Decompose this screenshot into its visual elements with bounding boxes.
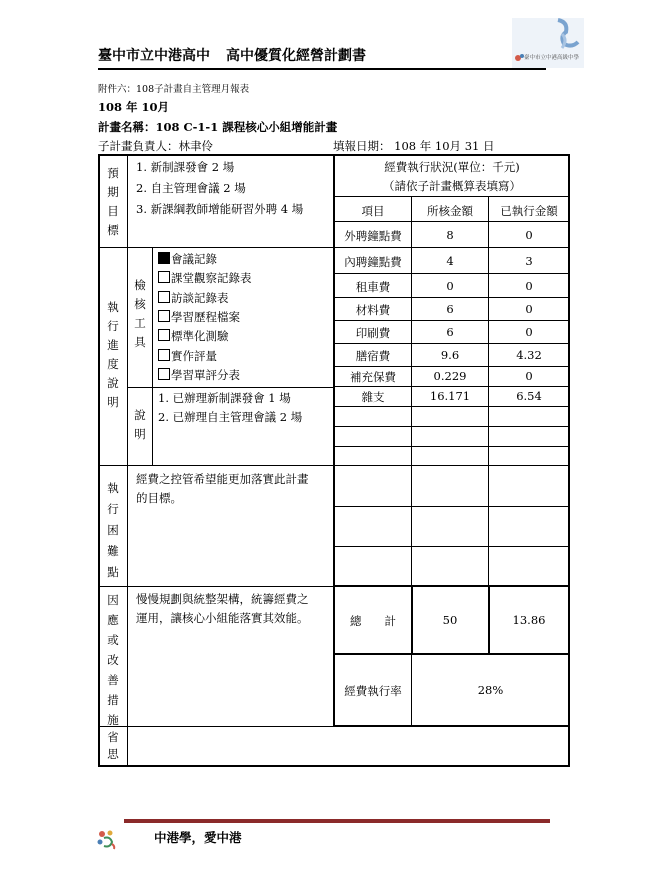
checklist-item[interactable]: 會議記錄 <box>158 251 217 267</box>
budget-row-line <box>335 426 569 427</box>
budget-col-item: 項目 <box>361 204 385 218</box>
budget-header-line <box>335 196 569 197</box>
reflection-label: 省 思 <box>107 730 119 761</box>
school-logo-icon <box>510 14 586 70</box>
budget-row-line <box>335 343 569 344</box>
budget-approved: 6 <box>446 325 454 339</box>
budget-executed: 3 <box>525 254 533 268</box>
budget-executed: 0 <box>525 228 533 242</box>
improvement-label: 因 應 或 改 善 措 施 <box>107 593 119 727</box>
goals-label: 預 期 目 標 <box>107 166 119 237</box>
goal-item: 3. 新課綱教師增能研習外聘 4 場 <box>136 202 304 216</box>
footer-logo <box>94 826 120 852</box>
checkbox[interactable] <box>158 329 170 341</box>
footer-slogan: 中港學，愛中港 <box>154 830 242 845</box>
goals-bottom-line <box>99 247 333 248</box>
budget-row-line <box>335 446 569 447</box>
budget-executed: 0 <box>525 369 533 383</box>
table-border-left <box>98 154 100 767</box>
budget-row-line <box>335 247 569 248</box>
budget-item: 補充保費 <box>350 370 396 384</box>
goal-item: 1. 新制課發會 2 場 <box>136 160 235 174</box>
budget-item: 內聘鐘點費 <box>344 255 402 269</box>
budget-executed: 0 <box>525 302 533 316</box>
budget-row-line <box>335 221 569 222</box>
checklist-item[interactable]: 學習歷程檔案 <box>158 309 240 325</box>
budget-row-line <box>335 546 569 547</box>
desc-label: 說 明 <box>134 408 146 441</box>
checkbox-checked[interactable] <box>158 252 170 264</box>
table-border-right <box>568 154 570 767</box>
rate-top-line <box>335 653 569 655</box>
difficulty-text: 的目標。 <box>136 491 182 505</box>
budget-row-line <box>335 406 569 407</box>
checklist-item[interactable]: 實作評量 <box>158 348 217 364</box>
budget-row-line <box>335 273 569 274</box>
goal-item: 2. 自主管理會議 2 場 <box>136 181 246 195</box>
tools-label: 檢 核 工 具 <box>134 278 146 349</box>
footer-bar <box>124 819 550 823</box>
total-top-line <box>335 585 569 587</box>
budget-approved: 4 <box>446 254 454 268</box>
desc-item: 1. 已辦理新制課發會 1 場 <box>158 391 291 405</box>
header-rule <box>98 68 546 70</box>
desc-item: 2. 已辦理自主管理會議 2 場 <box>158 410 303 424</box>
budget-approved: 9.6 <box>440 348 460 362</box>
budget-executed: 6.54 <box>516 389 542 403</box>
checklist-item[interactable]: 標準化測驗 <box>158 328 229 344</box>
checkbox[interactable] <box>158 271 170 283</box>
school-logo <box>510 14 586 70</box>
budget-row-line <box>335 366 569 367</box>
budget-item: 外聘鐘點費 <box>344 229 402 243</box>
budget-row-line <box>335 297 569 298</box>
checklist-item[interactable]: 課堂觀察記錄表 <box>158 270 252 286</box>
budget-item: 租車費 <box>355 280 391 294</box>
tools-col-divider <box>152 248 153 465</box>
fill-date: 填報日期： 108 年 10月 31 日 <box>333 139 495 153</box>
budget-executed: 0 <box>525 325 533 339</box>
budget-executed: 4.32 <box>516 348 542 362</box>
budget-item: 材料費 <box>355 303 391 317</box>
budget-row-line <box>335 320 569 321</box>
checklist-item[interactable]: 學習單評分表 <box>158 367 240 383</box>
rate-bottom-line <box>335 725 569 727</box>
checkbox[interactable] <box>158 310 170 322</box>
budget-approved: 8 <box>446 228 454 242</box>
checkbox[interactable] <box>158 349 170 361</box>
progress-label: 執 行 進 度 說 明 <box>107 300 119 409</box>
budget-approved: 6 <box>446 302 454 316</box>
budget-approved: 0.229 <box>433 369 467 383</box>
improvement-text: 慢慢規劃與統整架構，統籌經費之 <box>136 592 309 606</box>
budget-item: 印刷費 <box>355 326 391 340</box>
budget-subtitle: （請依子計畫概算表填寫） <box>383 179 521 193</box>
budget-approved: 16.171 <box>429 389 471 403</box>
plan-title: 高中優質化經營計劃書 <box>226 48 366 64</box>
progress-bottom-line <box>99 465 333 466</box>
appendix-label: 附件六：108子計畫自主管理月報表 <box>98 84 250 95</box>
total-label: 總 計 <box>350 614 396 628</box>
footer-logo-icon <box>94 826 120 852</box>
rate-label: 經費執行率 <box>344 684 402 698</box>
report-period: 108 年 10月 <box>98 100 170 114</box>
budget-col-executed: 已執行金額 <box>500 204 558 218</box>
difficulty-text: 經費之控管希望能更加落實此計畫 <box>136 472 309 486</box>
rate-value: 28% <box>477 683 504 697</box>
checkbox[interactable] <box>158 291 170 303</box>
improvement-text: 運用，讓核心小組能落實其效能。 <box>136 611 309 625</box>
budget-executed: 0 <box>525 279 533 293</box>
checkbox[interactable] <box>158 368 170 380</box>
budget-row-line <box>335 386 569 387</box>
school-name: 臺中市立中港高中 <box>98 48 210 64</box>
total-executed: 13.86 <box>512 613 546 627</box>
table-border-bottom <box>98 765 570 767</box>
budget-col-approved: 所核金額 <box>427 204 473 218</box>
budget-approved: 0 <box>446 279 454 293</box>
budget-row-line <box>335 506 569 507</box>
project-owner: 子計畫負責人：林聿伶 <box>98 139 213 153</box>
checklist-item[interactable]: 訪談記錄表 <box>158 290 229 306</box>
budget-row-line <box>335 465 569 466</box>
budget-title: 經費執行狀況(單位：千元) <box>384 160 520 174</box>
budget-item: 雜支 <box>361 390 385 404</box>
difficulty-bottom-line <box>99 586 333 587</box>
total-approved: 50 <box>442 613 458 627</box>
budget-item: 膳宿費 <box>355 349 391 363</box>
tools-desc-divider <box>128 387 333 388</box>
difficulty-label: 執 行 困 難 點 <box>107 481 119 579</box>
logo-caption: 臺中市立中港高級中學 <box>524 55 580 61</box>
project-name: 計畫名稱：108 C-1-1 課程核心小組增能計畫 <box>98 120 338 134</box>
